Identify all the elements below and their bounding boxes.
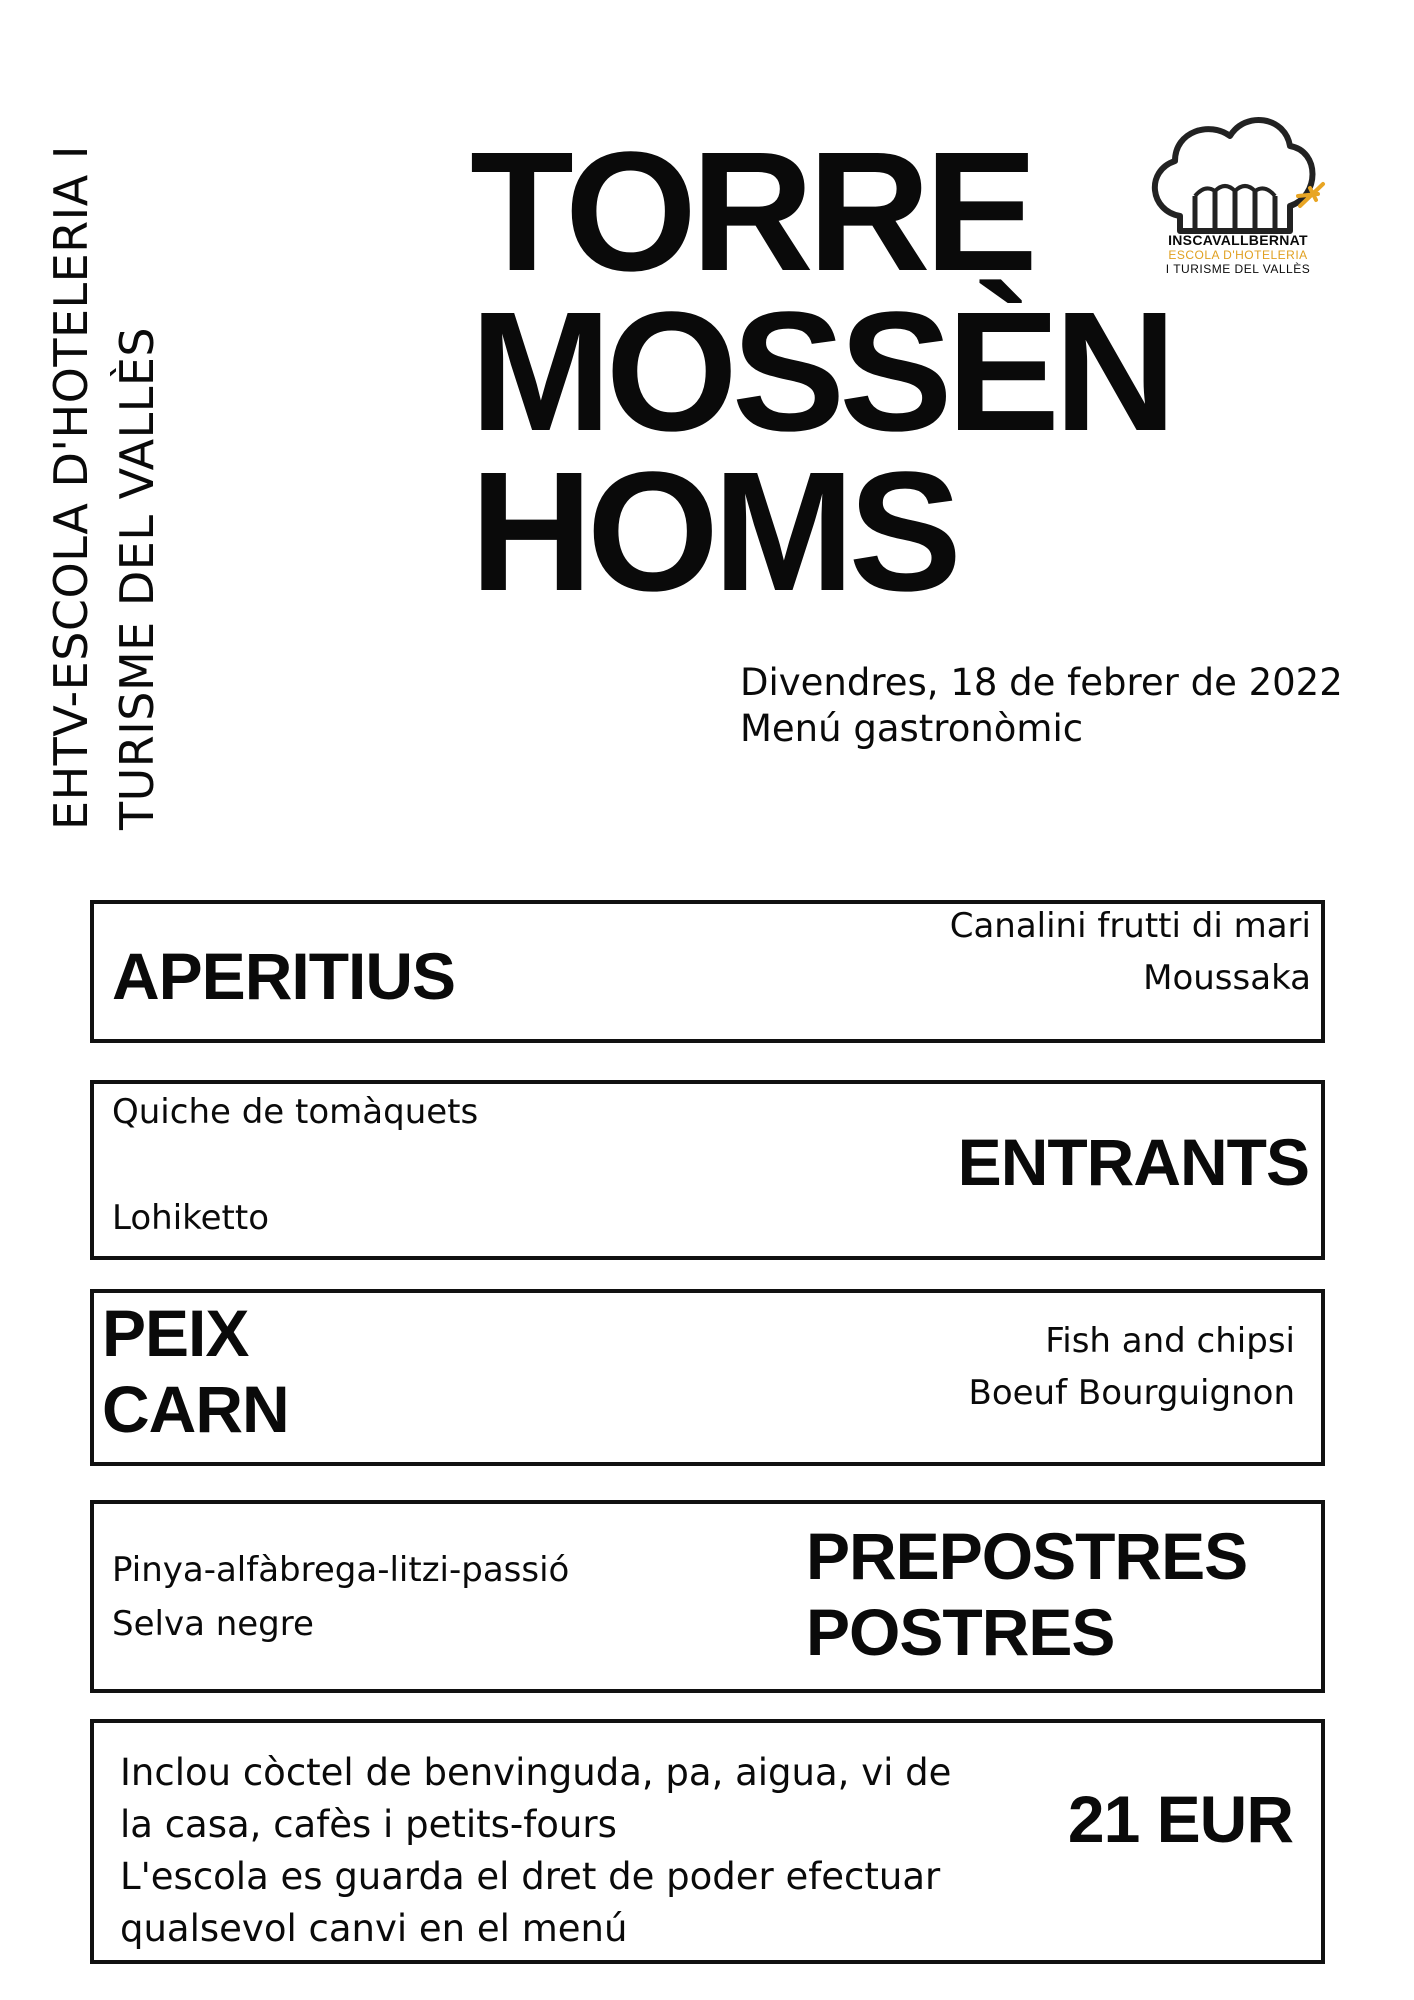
price: 21 EUR [1067,1782,1293,1856]
section-footer [90,1719,1325,1964]
section-heading-aperitius: APERITIUS [112,939,456,1013]
section-heading-prepostres: PREPOSTRES [806,1519,1248,1593]
menu-type: Menú gastronòmic [740,707,1084,750]
title-line1: TORRE [470,117,1032,307]
footer-line: Inclou còctel de benvinguda, pa, aigua, vi de [120,1751,952,1794]
logo-line2: ESCOLA D'HOTELERIA [1168,248,1308,262]
footer-notes [120,1747,951,1955]
page-title [470,117,1171,627]
menu-item: Moussaka [1143,958,1311,998]
section-entrants [90,1080,1325,1260]
menu-item: Boeuf Bourguignon [968,1373,1295,1413]
event-date: Divendres, 18 de febrer de 2022 [740,661,1343,704]
footer-line: L'escola es guarda el dret de poder efectuar [120,1855,941,1898]
school-name-line2: TURISME DEL VALLÈS [110,326,164,830]
event-info [740,660,1343,752]
section-heading-postres: POSTRES [806,1595,1115,1669]
menu-item: Pinya-alfàbrega-litzi-passió [112,1550,570,1590]
logo-line3: I TURISME DEL VALLÈS [1165,262,1311,276]
logo-name: INSCAVALLBERNAT [1168,232,1308,248]
menu-item: Fish and chipsi [1045,1321,1295,1361]
footer-line: la casa, cafès i petits-fours [120,1803,617,1846]
menu-item: Lohiketto [112,1198,270,1238]
title-line3: HOMS [470,437,956,627]
section-postres [90,1500,1325,1693]
menu-item: Canalini frutti di mari [949,906,1311,946]
school-name-vertical [38,110,170,830]
section-peix-carn [90,1289,1325,1466]
menu-item: Quiche de tomàquets [112,1092,479,1132]
section-heading-carn: CARN [102,1372,289,1446]
section-heading-entrants: ENTRANTS [957,1125,1309,1199]
footer-line: qualsevol canvi en el menú [120,1907,628,1950]
menu-item: Selva negre [112,1604,314,1644]
title-line2: MOSSÈN [470,277,1171,467]
section-heading-peix: PEIX [102,1296,249,1370]
logo-text [1148,232,1328,276]
school-name-line1: EHTV-ESCOLA D'HOTELERIA I [44,145,98,830]
section-aperitius [90,900,1325,1043]
